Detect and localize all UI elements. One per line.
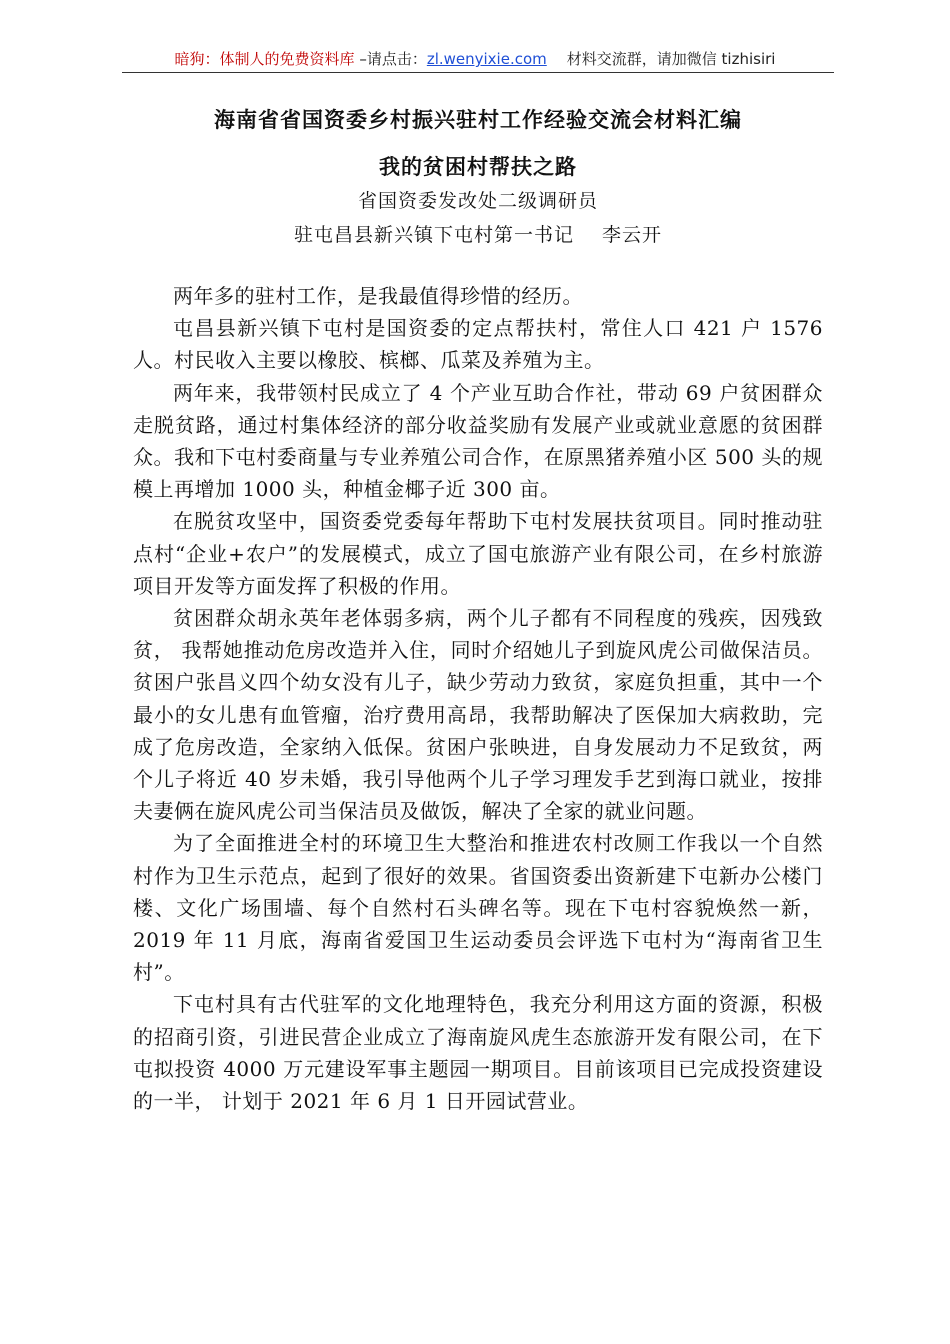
author-position: 省国资委发改处二级调研员: [357, 190, 598, 212]
article-body: [133, 280, 823, 1117]
header-contact-text: 材料交流群，请加微信 tizhisiri: [566, 50, 776, 68]
paragraph: 两年多的驻村工作，是我最值得珍惜的经历。: [173, 284, 583, 308]
page-header: [0, 48, 950, 70]
header-divider: [122, 72, 834, 73]
author-byline: [133, 218, 823, 252]
article-title: 我的贫困村帮扶之路: [379, 154, 577, 179]
author-name: 李云开: [602, 224, 663, 246]
paragraph: 为了全面推进全村的环境卫生大整治和推进农村改厕工作我以一个自然村作为卫生示范点，起到了很好的效果。省国资委出资新建下屯新办公楼门楼、文化广场围墙、每个自然村石头碑名等。现在下屯村容貌焕然一新，2019 年 11 月底，海南省爱国卫生运动委员会评选下屯村为“海南省卫生村”。: [133, 831, 823, 985]
author-role: 驻屯昌县新兴镇下屯村第一书记: [293, 224, 574, 246]
paragraph: 在脱贫攻坚中，国资委党委每年帮助下屯村发展扶贫项目。同时推动驻点村“企业+农户”的发展模式，成立了国屯旅游产业有限公司，在乡村旅游项目开发等方面发挥了积极的作用。: [133, 509, 823, 598]
paragraph: 下屯村具有古代驻军的文化地理特色，我充分利用这方面的资源，积极的招商引资，引进民营企业成立了海南旋风虎生态旅游开发有限公司，在下屯拟投资 4000 万元建设军事主题园一期项目。目前该项目已完成投资建设的一半， 计划于 2021 年 6 月 1 日开园试营业。: [133, 992, 823, 1114]
paragraph: 贫困群众胡永英年老体弱多病，两个儿子都有不同程度的残疾，因残致贫， 我帮她推动危房改造并入住，同时介绍她儿子到旋风虎公司做保洁员。贫困户张昌义四个幼女没有儿子，缺少劳动力致贫，家庭负担重，其中一个最小的女儿患有血管瘤，治疗费用高昂，我帮助解决了医保加大病救助，完成了危房改造，全家纳入低保。贫困户张映进，自身发展动力不足致贫，两个儿子将近 40 岁未婚，我引导他两个儿子学习理发手艺到海口就业，按排夫妻俩在旋风虎公司当保洁员及做饭，解决了全家的就业问题。: [133, 606, 823, 824]
header-prompt-text: –请点击：: [354, 50, 427, 68]
paragraph: 两年来，我带领村民成立了 4 个产业互助合作社，带动 69 户贫困群众走脱贫路，通过村集体经济的部分收益奖励有发展产业或就业意愿的贫困群众。我和下屯村委商量与专业养殖公司合作，在原黑猪养殖小区 500 头的规模上再增加 1000 头，种植金椰子近 300 亩。: [133, 380, 823, 502]
header-website-link[interactable]: zl.wenyixie.com: [426, 50, 547, 68]
collection-title: 海南省省国资委乡村振兴驻村工作经验交流会材料汇编: [214, 107, 742, 132]
document-body: [133, 100, 823, 1117]
paragraph: 屯昌县新兴镇下屯村是国资委的定点帮扶村，常住人口 421 户 1576 人。村民收入主要以橡胶、槟榔、瓜菜及养殖为主。: [133, 316, 823, 373]
header-promo-text: 暗狗：体制人的免费资料库: [174, 50, 355, 68]
